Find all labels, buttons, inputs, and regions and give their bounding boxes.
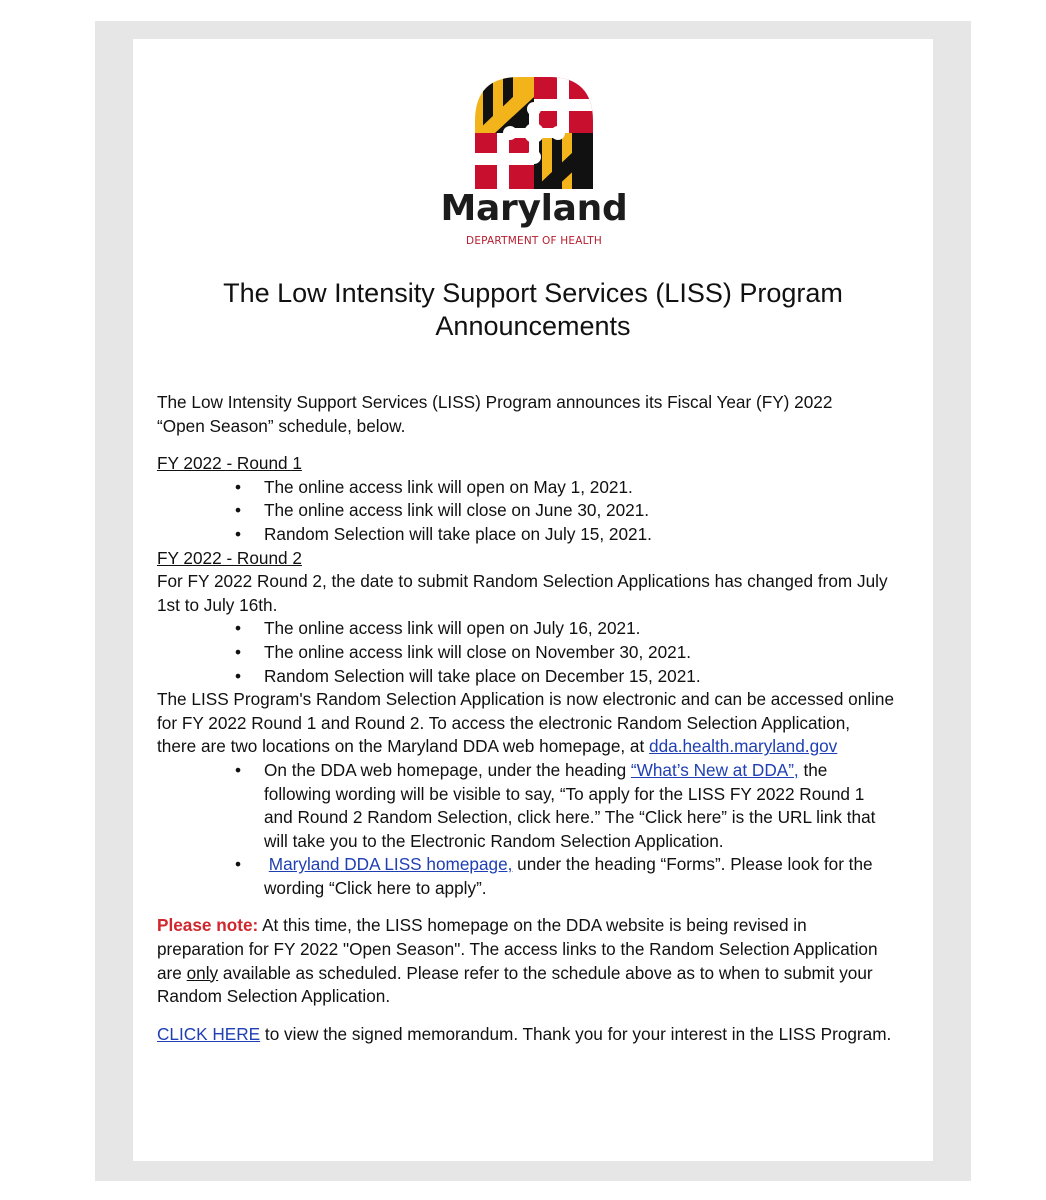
spacer: [157, 1009, 917, 1023]
round-1-list: [157, 476, 917, 547]
note-line-3: [157, 962, 917, 986]
electronic-line-3-text: there are two locations on the Maryland DDA web homepage, at: [157, 736, 650, 757]
list-item-text: The online access link will open on July 16, 2021.: [264, 618, 641, 639]
list-item-text: The online access link will close on June 30, 2021.: [264, 500, 650, 521]
logo-wordmark: Maryland: [440, 188, 628, 229]
list-item: [157, 853, 917, 900]
list-item: [157, 665, 917, 689]
round-2-list: [157, 617, 917, 688]
bullet: •: [235, 665, 242, 686]
location-1-line-3: and Round 2 Random Selection, click here.” The “Click here” is the URL link that: [264, 807, 876, 828]
intro-line-2: “Open Season” schedule, below.: [157, 415, 406, 436]
list-item: [157, 499, 917, 523]
bullet: •: [235, 854, 242, 875]
whats-new-at-dda-link[interactable]: “What’s New at DDA”,: [630, 759, 799, 780]
title-line-2: Announcements: [435, 311, 631, 341]
closing-line: [157, 1023, 917, 1047]
round-2-change-line-1: For FY 2022 Round 2, the date to submit Random Selection Applications has changed from July: [157, 571, 888, 592]
location-1-prefix: On the DDA web homepage, under the heading: [264, 759, 631, 780]
note-line-2: preparation for FY 2022 "Open Season". The access links to the Random Selection Application: [157, 939, 878, 960]
dda-homepage-link[interactable]: dda.health.maryland.gov: [649, 736, 838, 757]
locations-list: [157, 759, 917, 901]
location-2-line-2: wording “Click here to apply”.: [264, 877, 487, 898]
maryland-flag-icon: [475, 77, 593, 189]
note-line-4: Random Selection Application.: [157, 986, 391, 1007]
electronic-line-3: [157, 735, 917, 759]
list-item: [157, 523, 917, 547]
note-line-3-post: available as scheduled. Please refer to the schedule above as to when to submit your: [218, 962, 873, 983]
bullet: •: [235, 523, 242, 544]
document-page: [133, 39, 933, 1161]
list-item-text: The online access link will close on November 30, 2021.: [264, 641, 692, 662]
bullet: •: [235, 641, 242, 662]
note-only-word: only: [186, 962, 219, 983]
list-item: [157, 617, 917, 641]
document-title: [173, 277, 893, 343]
title-line-1: The Low Intensity Support Services (LISS) Program: [223, 278, 843, 308]
logo-subtitle: DEPARTMENT OF HEALTH: [466, 235, 602, 247]
location-1-line-2: following wording will be visible to say, “To apply for the LISS FY 2022 Round 1: [264, 783, 865, 804]
list-item: [157, 476, 917, 500]
electronic-line-2: for FY 2022 Round 1 and Round 2. To access the electronic Random Selection Application,: [157, 712, 851, 733]
spacer: [157, 438, 917, 452]
location-2-rest: under the heading “Forms”. Please look for the: [512, 854, 873, 875]
bullet: •: [235, 759, 242, 780]
closing-text: to view the signed memorandum. Thank you for your interest in the LISS Program.: [260, 1023, 892, 1044]
spacer: [157, 900, 917, 914]
list-item: [157, 641, 917, 665]
maryland-dda-liss-homepage-link[interactable]: Maryland DDA LISS homepage,: [268, 854, 513, 875]
note-line-1: [157, 914, 917, 938]
note-line-3-pre: are: [157, 962, 187, 983]
list-item-text: The online access link will open on May 1, 2021.: [264, 476, 633, 497]
location-1-rest: the: [798, 759, 828, 780]
location-1-line-4: will take you to the Electronic Random Selection Application.: [264, 830, 724, 851]
maryland-department-of-health-logo: [439, 77, 629, 247]
bullet: •: [235, 476, 242, 497]
round-1-heading: FY 2022 - Round 1: [157, 453, 302, 474]
intro-line-1: The Low Intensity Support Services (LISS) Program announces its Fiscal Year (FY) 2022: [157, 392, 833, 412]
document-body: [157, 391, 917, 1046]
round-2-heading: FY 2022 - Round 2: [157, 547, 302, 568]
list-item: [157, 759, 917, 853]
note-line-1-text: At this time, the LISS homepage on the DDA website is being revised in: [258, 915, 807, 936]
bullet: •: [235, 618, 242, 639]
please-note-label: Please note:: [157, 915, 259, 936]
round-2-change-line-2: 1st to July 16th.: [157, 594, 278, 615]
click-here-memorandum-link[interactable]: CLICK HERE: [157, 1023, 261, 1044]
list-item-text: Random Selection will take place on December 15, 2021.: [264, 665, 701, 686]
bullet: •: [235, 500, 242, 521]
list-item-text: Random Selection will take place on July 15, 2021.: [264, 523, 652, 544]
electronic-line-1: The LISS Program's Random Selection Application is now electronic and can be accessed online: [157, 689, 895, 710]
